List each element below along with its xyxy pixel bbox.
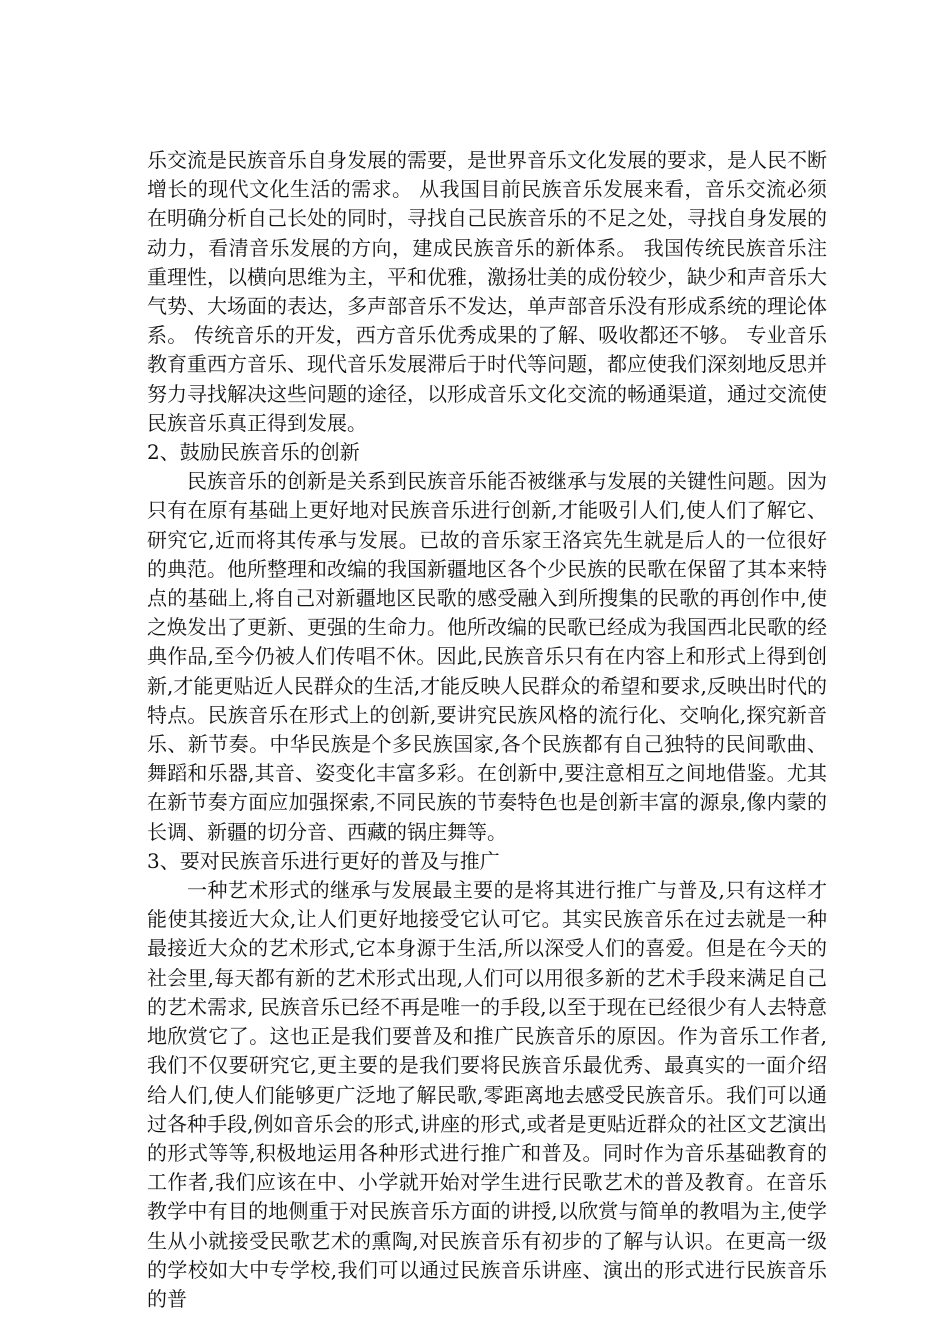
section-heading-popularization: 3、要对民族音乐进行更好的普及与推广 (147, 848, 500, 873)
paragraph-innovation: 民族音乐的创新是关系到民族音乐能否被继承与发展的关键性问题。因为只有在原有基础上更好地对民族音乐进行创新,才能吸引人们,使人们了解它、研究它,近而将其传承与发展。已故的音乐家王洛宾先生就是后人的一位很好的典范。他所整理和改编的我国新疆地区各个少民族的民歌在保留了其本来特点的基础上,将自己对新疆地区民歌的感受融入到所搜集的民歌的再创作中,使之焕发出了更新、更强的生命力。他所改编的民歌已经成为我国西北民歌的经典作品,至今仍被人们传唱不休。因此,民族音乐只有在内容上和形式上得到创新,才能更贴近人民群众的生活,才能反映人民群众的希望和要求,反映出时代的特点。民族音乐在形式上的创新,要讲究民族风格的流行化、交响化,探究新音乐、新节奏。中华民族是个多民族国家,各个民族都有自己独特的民间歌曲、舞蹈和乐器,其音、姿变化丰富多彩。在创新中,要注意相互之间地借鉴。尤其在新节奏方面应加强探索,不同民族的节奏特色也是创新丰富的源泉,像内蒙的长调、新疆的切分音、西藏的锅庄舞等。 (147, 469, 827, 844)
paragraph-popularization: 一种艺术形式的继承与发展最主要的是将其进行推广与普及,只有这样才能使其接近大众,让人们更好地接受它认可它。其实民族音乐在过去就是一种最接近大众的艺术形式,它本身源于生活,所以深受人们的喜爱。但是在今天的社会里,每天都有新的艺术形式出现,人们可以用很多新的艺术手段来满足自己的艺术需求, 民族音乐已经不再是唯一的手段,以至于现在已经很少有人去特意地欣赏它了。这也正是我们要普及和推广民族音乐的原因。作为音乐工作者,我们不仅要研究它,更主要的是我们要将民族音乐最优秀、最真实的一面介绍给人们,使人们能够更广泛地了解民歌,零距离地去感受民族音乐。我们可以通过各种手段,例如音乐会的形式,讲座的形式,或者是更贴近群众的社区文艺演出的形式等等,积极地运用各种形式进行推广和普及。同时作为音乐基础教育的工作者,我们应该在中、小学就开始对学生进行民歌艺术的普及教育。在音乐教学中有目的地侧重于对民族音乐方面的讲授,以欣赏与简单的教唱为主,使学生从小就接受民歌艺术的熏陶,对民族音乐有初步的了解与认识。在更高一级的学校如大中专学校,我们可以通过民族音乐讲座、演出的形式进行民族音乐的普 (147, 878, 827, 1311)
section-heading-innovation: 2、鼓励民族音乐的创新 (147, 440, 360, 465)
paragraph-music-exchange: 乐交流是民族音乐自身发展的需要，是世界音乐文化发展的要求，是人民不断增长的现代文化生活的需求。 从我国目前民族音乐发展来看，音乐交流必须在明确分析自己长处的同时，寻找自己民族音乐的不足之处，寻找自身发展的动力，看清音乐发展的方向，建成民族音乐的新体系。 我国传统民族音乐注重理性，以横向思维为主，平和优雅，激扬壮美的成份较少，缺少和声音乐大气势、大场面的表达，多声部音乐不发达，单声部音乐没有形成系统的理论体系。 传统音乐的开发，西方音乐优秀成果的了解、吸收都还不够。 专业音乐教育重西方音乐、现代音乐发展滞后于时代等问题，都应使我们深刻地反思并努力寻找解决这些问题的途径，以形成音乐文化交流的畅通渠道，通过交流使民族音乐真正得到发展。 (147, 148, 827, 435)
document-page (147, 146, 827, 1314)
